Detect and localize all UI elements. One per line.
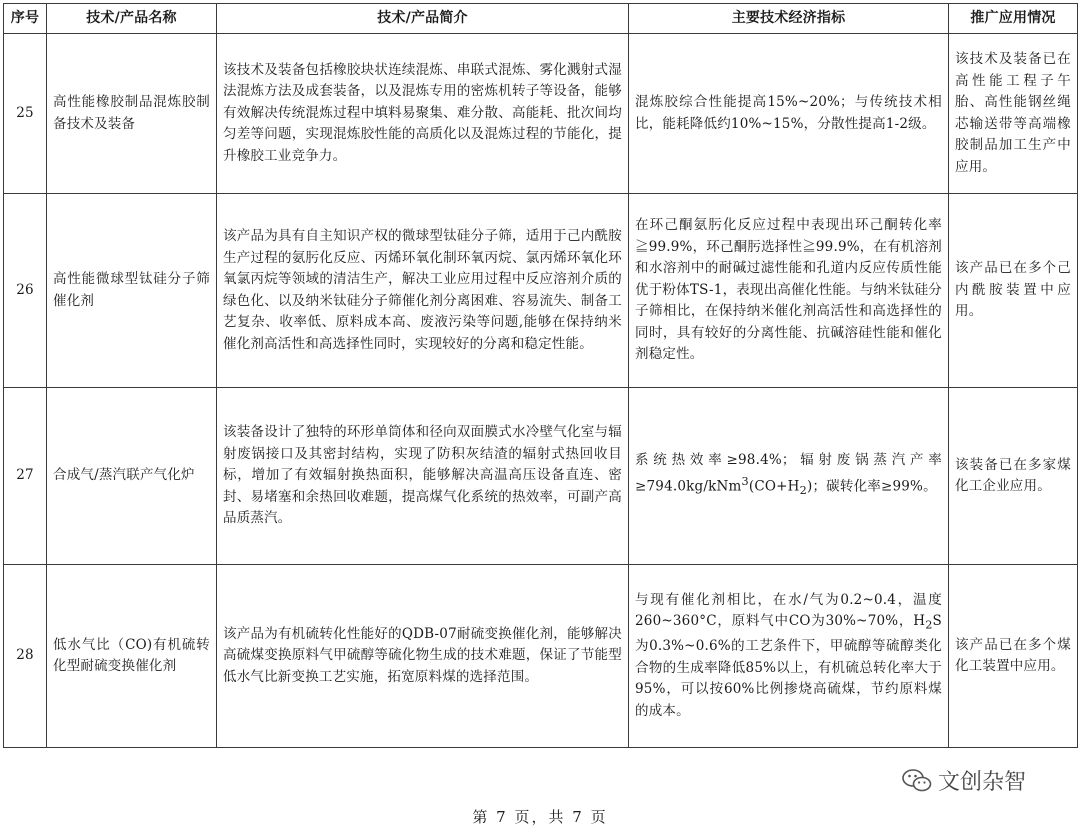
row-use: 该产品已在多个己内酰胺装置中应用。 bbox=[949, 194, 1078, 388]
spec-text: 系统热效率≥98.4%；辐射废锅蒸汽产率≥794.0kg/kNm bbox=[635, 451, 942, 495]
row-desc: 该产品为有机硫转化性能好的QDB-07耐硫变换催化剂，能够解决高硫煤变换原料气甲硫醇等硫化物生成的技术难题，保证了节能型低水气比新变换工艺实施，拓宽原料煤的选择范围。 bbox=[217, 565, 629, 748]
row-name: 合成气/蒸汽联产气化炉 bbox=[47, 388, 217, 565]
table-row bbox=[4, 565, 1078, 748]
spec-superscript: 3 bbox=[741, 475, 749, 489]
header-name: 技术/产品名称 bbox=[47, 4, 217, 34]
row-use: 该技术及装备已在高性能工程子午胎、高性能钢丝绳芯输送带等高端橡胶制品加工生产中应用。 bbox=[949, 34, 1078, 194]
wechat-icon bbox=[902, 768, 932, 794]
row-num: 28 bbox=[4, 565, 47, 748]
technology-table bbox=[3, 3, 1078, 748]
spec-subscript: 2 bbox=[925, 618, 933, 632]
watermark bbox=[902, 765, 1026, 796]
row-name: 高性能橡胶制品混炼胶制备技术及装备 bbox=[47, 34, 217, 194]
page-footer: 第 7 页，共 7 页 bbox=[472, 808, 608, 826]
row-use: 该装备已在多家煤化工企业应用。 bbox=[949, 388, 1078, 565]
spec-text: (CO+H bbox=[748, 478, 800, 495]
spec-text: S为0.3%~0.6%的工艺条件下，甲硫醇等硫醇类化合物的生成率降低85%以上，有机硫总转化率大于95%，可以按60%比例掺烧高硫煤，节约原料煤的成本。 bbox=[635, 613, 942, 719]
table-row bbox=[4, 34, 1078, 194]
row-spec: 混炼胶综合性能提高15%~20%；与传统技术相比，能耗降低约10%~15%，分散性提高1-2级。 bbox=[629, 34, 949, 194]
spec-subscript: 2 bbox=[799, 484, 807, 498]
row-desc: 该技术及装备包括橡胶块状连续混炼、串联式混炼、雾化溅射式湿法混炼方法及成套装备，以及混炼专用的密炼机转子等设备，能够有效解决传统混炼过程中填料易聚集、难分散、高能耗、批次间均匀差等问题，实现混炼胶性能的高质化以及混炼过程的节能化，提升橡胶工业竞争力。 bbox=[217, 34, 629, 194]
row-desc: 该装备设计了独特的环形单筒体和径向双面膜式水冷壁气化室与辐射废锅接口及其密封结构，实现了防积灰结渣的辐射式热回收目标，增加了有效辐射换热面积，能够解决高温高压设备直连、密封、易堵塞和余热回收难题，提高煤气化系统的热效率，可副产高品质蒸汽。 bbox=[217, 388, 629, 565]
row-num: 27 bbox=[4, 388, 47, 565]
row-desc: 该产品为具有自主知识产权的微球型钛硅分子筛，适用于己内酰胺生产过程的氨肟化反应、丙烯环氧化制环氧丙烷、氯丙烯环氧化环氧氯丙烷等领域的清洁生产，解决工业应用过程中反应溶剂介质的绿色化、以及纳米钛硅分子筛催化剂分离困难、容易流失、制备工艺复杂、收率低、原料成本高、废液污染等问题,能够在保持纳米催化剂高活性和高选择性同时，实现较好的分离和稳定性能。 bbox=[217, 194, 629, 388]
row-name: 低水气比（CO)有机硫转化型耐硫变换催化剂 bbox=[47, 565, 217, 748]
row-num: 25 bbox=[4, 34, 47, 194]
header-num: 序号 bbox=[4, 4, 47, 34]
table-row bbox=[4, 388, 1078, 565]
header-use: 推广应用情况 bbox=[949, 4, 1078, 34]
spec-text: 与现有催化剂相比，在水/气为0.2~0.4，温度260~360°C，原料气中CO为30%~70%，H bbox=[635, 591, 942, 630]
row-use: 该产品已在多个煤化工装置中应用。 bbox=[949, 565, 1078, 748]
header-spec: 主要技术经济指标 bbox=[629, 4, 949, 34]
row-name: 高性能微球型钛硅分子筛催化剂 bbox=[47, 194, 217, 388]
watermark-text: 文创杂智 bbox=[938, 770, 1027, 795]
row-spec: 在环己酮氨肟化反应过程中表现出环己酮转化率≧99.9%，环己酮肟选择性≧99.9%，在有机溶剂和水溶剂中的耐碱过滤性能和孔道内反应传质性能优于粉体TS-1，表现出高催化性能。与纳米钛硅分子筛相比，在保持纳米催化剂高活性和高选择性的同时，具有较好的分离性能、抗碱溶硅性能和催化剂稳定性。 bbox=[629, 194, 949, 388]
spec-text: )；碳转化率≥99%。 bbox=[807, 478, 937, 495]
row-num: 26 bbox=[4, 194, 47, 388]
table-header-row bbox=[4, 4, 1078, 34]
row-spec bbox=[629, 388, 949, 565]
table-row bbox=[4, 194, 1078, 388]
row-spec bbox=[629, 565, 949, 748]
header-desc: 技术/产品简介 bbox=[217, 4, 629, 34]
